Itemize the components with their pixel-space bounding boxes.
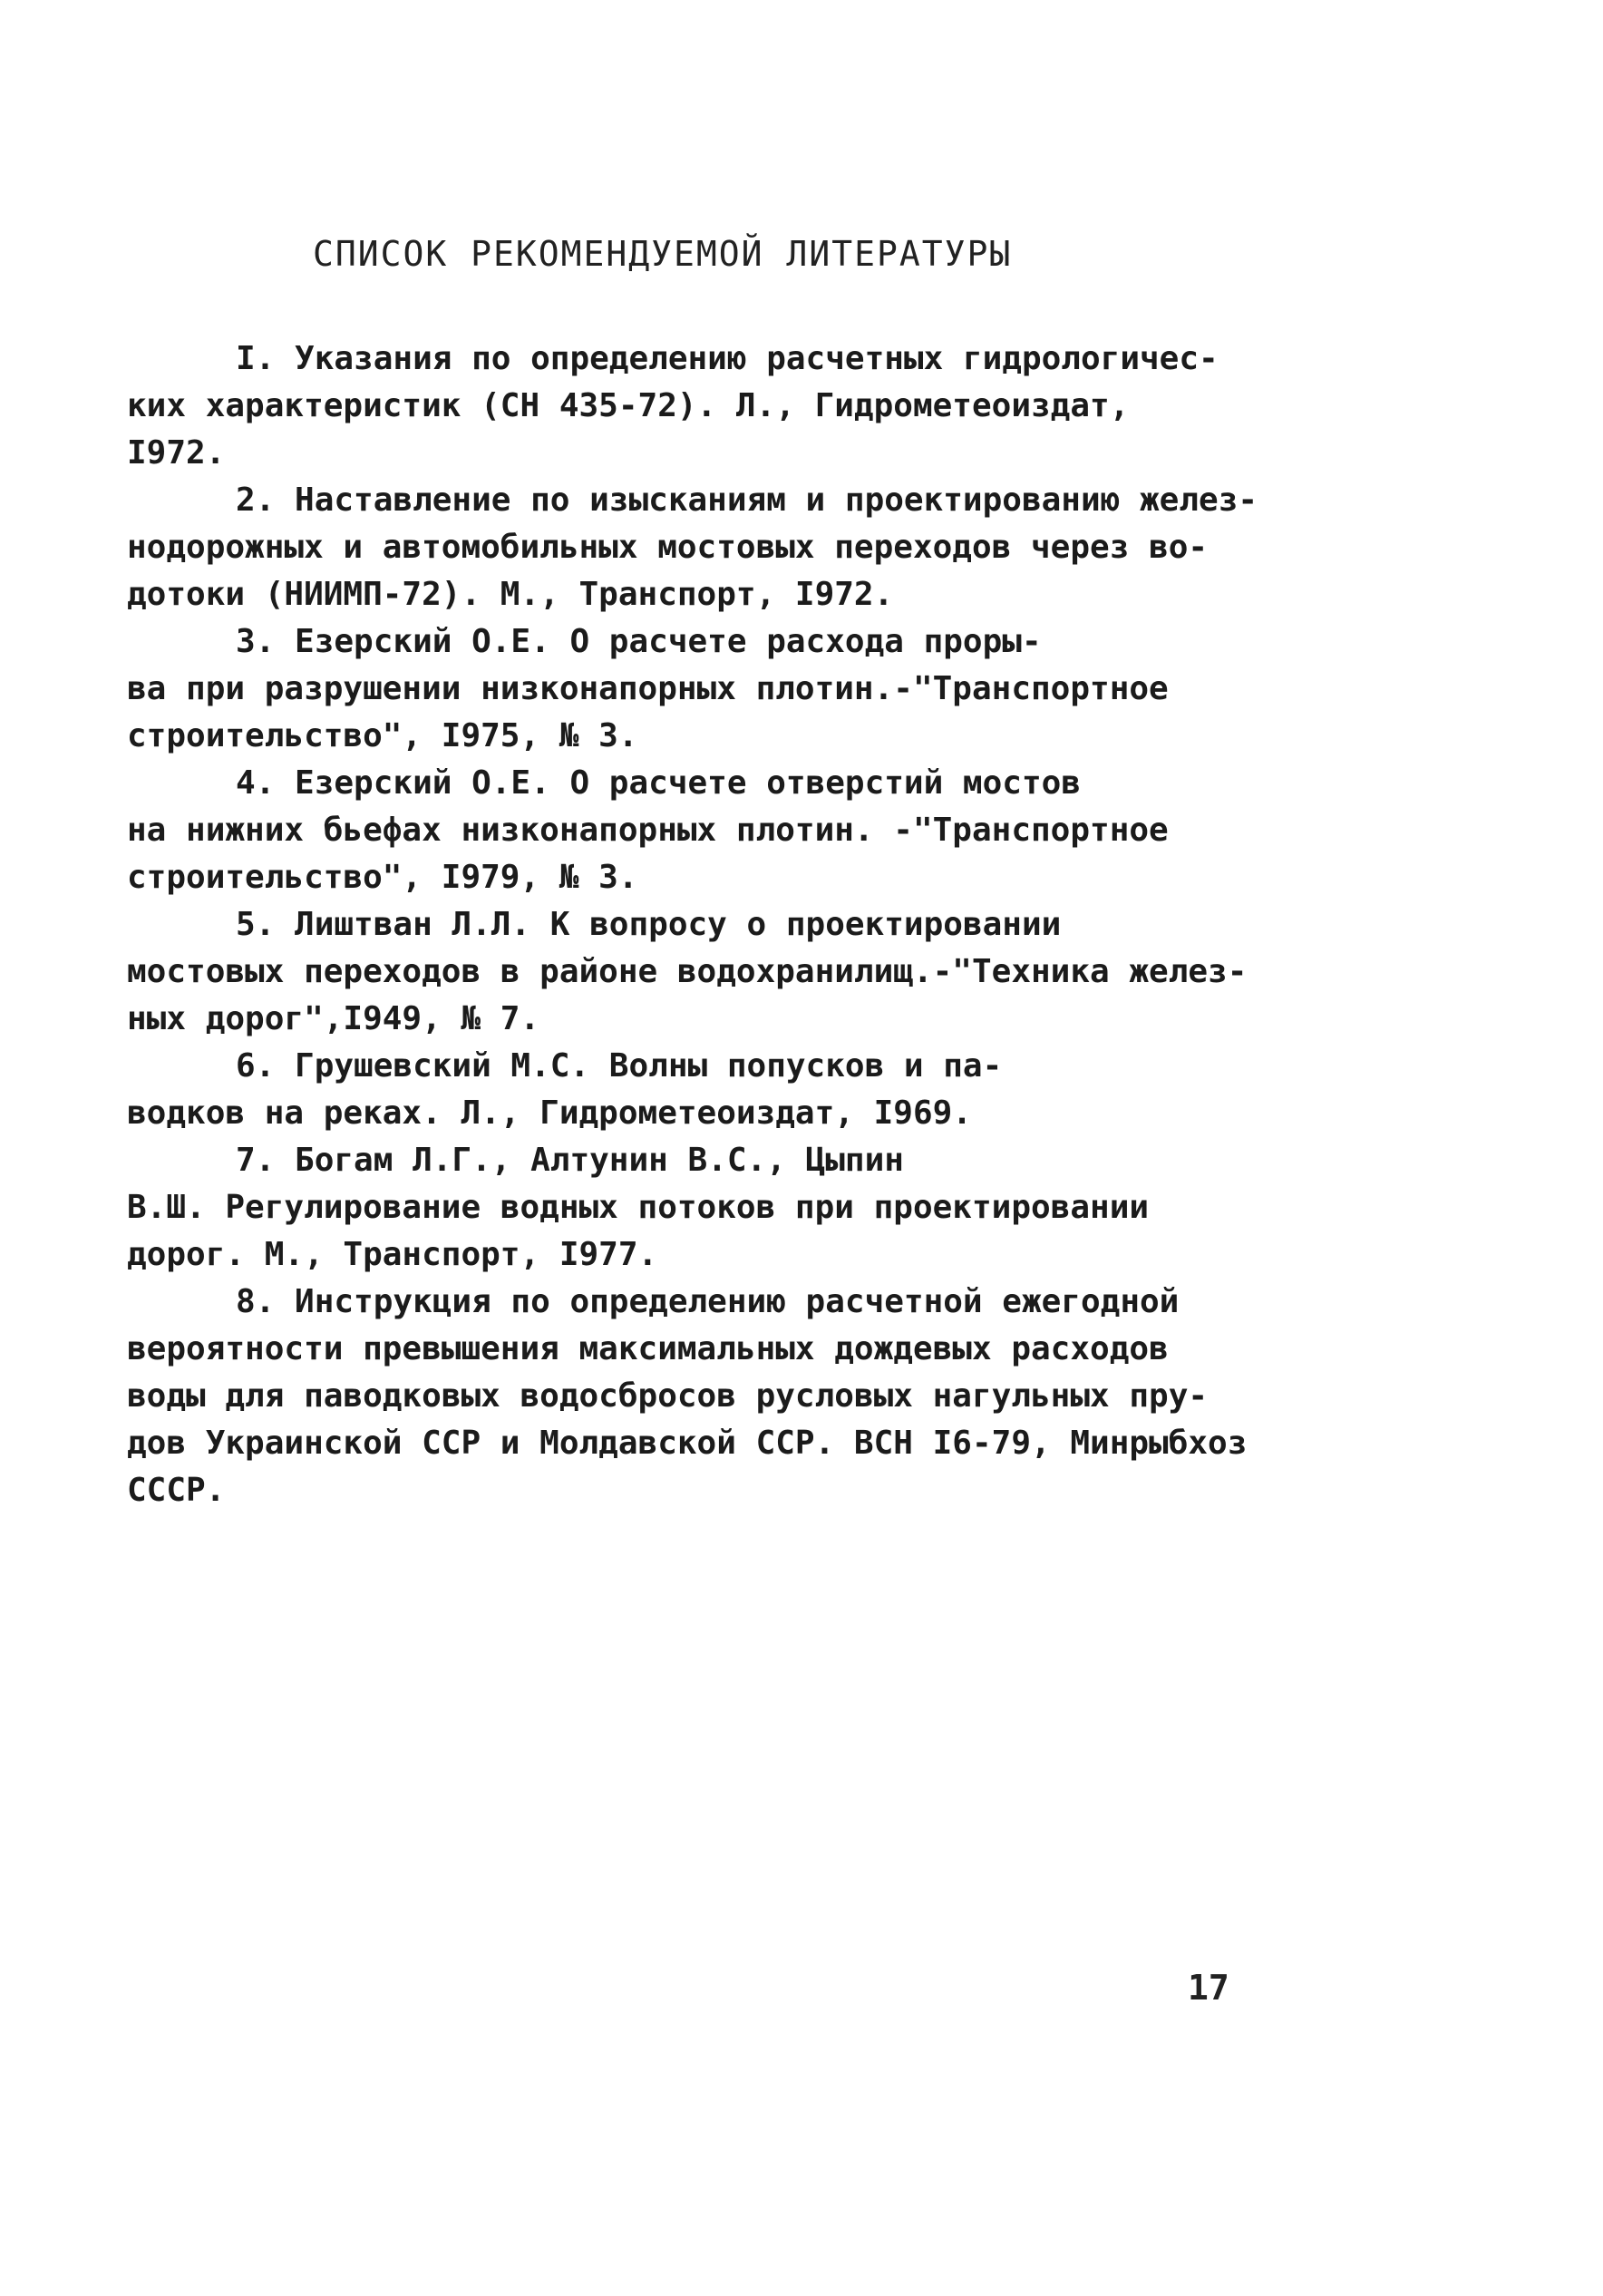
reference-line: В.Ш. Регулирование водных потоков при проектировании [127, 1189, 1150, 1226]
reference-line: ких характеристик (СН 435-72). Л., Гидрометеоиздат, [127, 387, 1130, 424]
reference-line: строительство", I979, № 3. [127, 859, 638, 896]
reference-line: нодорожных и автомобильных мостовых переходов через во- [127, 529, 1209, 566]
reference-line: 4. Езерский О.Е. О расчете отверстий мостов [236, 764, 1081, 802]
reference-item [127, 618, 1269, 760]
reference-line: дорог. М., Транспорт, I977. [127, 1236, 658, 1273]
page-number: 17 [1188, 1968, 1229, 2008]
reference-line: 2. Наставление по изысканиям и проектированию желез- [236, 482, 1258, 519]
reference-line: дотоки (НИИМП-72). М., Транспорт, I972. [127, 576, 894, 613]
reference-item [127, 477, 1269, 618]
reference-line: воды для паводковых водосбросов русловых нагульных пру- [127, 1377, 1209, 1415]
reference-line: I972. [127, 434, 226, 472]
reference-line: дов Украинской ССР и Молдавской ССР. ВСН I6-79, Минрыбхоз [127, 1425, 1248, 1462]
reference-line: на нижних бьефах низконапорных плотин. -"Транспортное [127, 812, 1169, 849]
reference-line: 5. Лиштван Л.Л. К вопросу о проектировании [236, 906, 1062, 943]
reference-line: 3. Езерский О.Е. О расчете расхода проры- [236, 623, 1042, 660]
reference-item [127, 901, 1269, 1043]
reference-line: 8. Инструкция по определению расчетной ежегодной [236, 1283, 1180, 1320]
reference-line: 6. Грушевский М.С. Волны попусков и па- [236, 1047, 1003, 1085]
reference-line: 7. Богам Л.Г., Алтунин В.С., Цыпин [236, 1142, 904, 1179]
reference-line: СССР. [127, 1472, 226, 1509]
reference-line: ных дорог",I949, № 7. [127, 1000, 540, 1037]
reference-item [127, 1043, 1269, 1137]
reference-line: строительство", I975, № 3. [127, 717, 638, 754]
reference-item [127, 336, 1269, 477]
reference-line: водков на реках. Л., Гидрометеоиздат, I969. [127, 1094, 972, 1132]
reference-list [127, 336, 1269, 1514]
reference-line: вероятности превышения максимальных дождевых расходов [127, 1330, 1169, 1367]
reference-line: ва при разрушении низконапорных плотин.-"Транспортное [127, 670, 1169, 707]
reference-line: мостовых переходов в районе водохранилищ.-"Техника желез- [127, 953, 1248, 990]
reference-item [127, 760, 1269, 901]
reference-item [127, 1279, 1269, 1514]
reference-item [127, 1137, 1269, 1279]
page-title: СПИСОК РЕКОМЕНДУЕМОЙ ЛИТЕРАТУРЫ [313, 234, 1013, 274]
reference-line: I. Указания по определению расчетных гидрологичес- [236, 340, 1219, 377]
